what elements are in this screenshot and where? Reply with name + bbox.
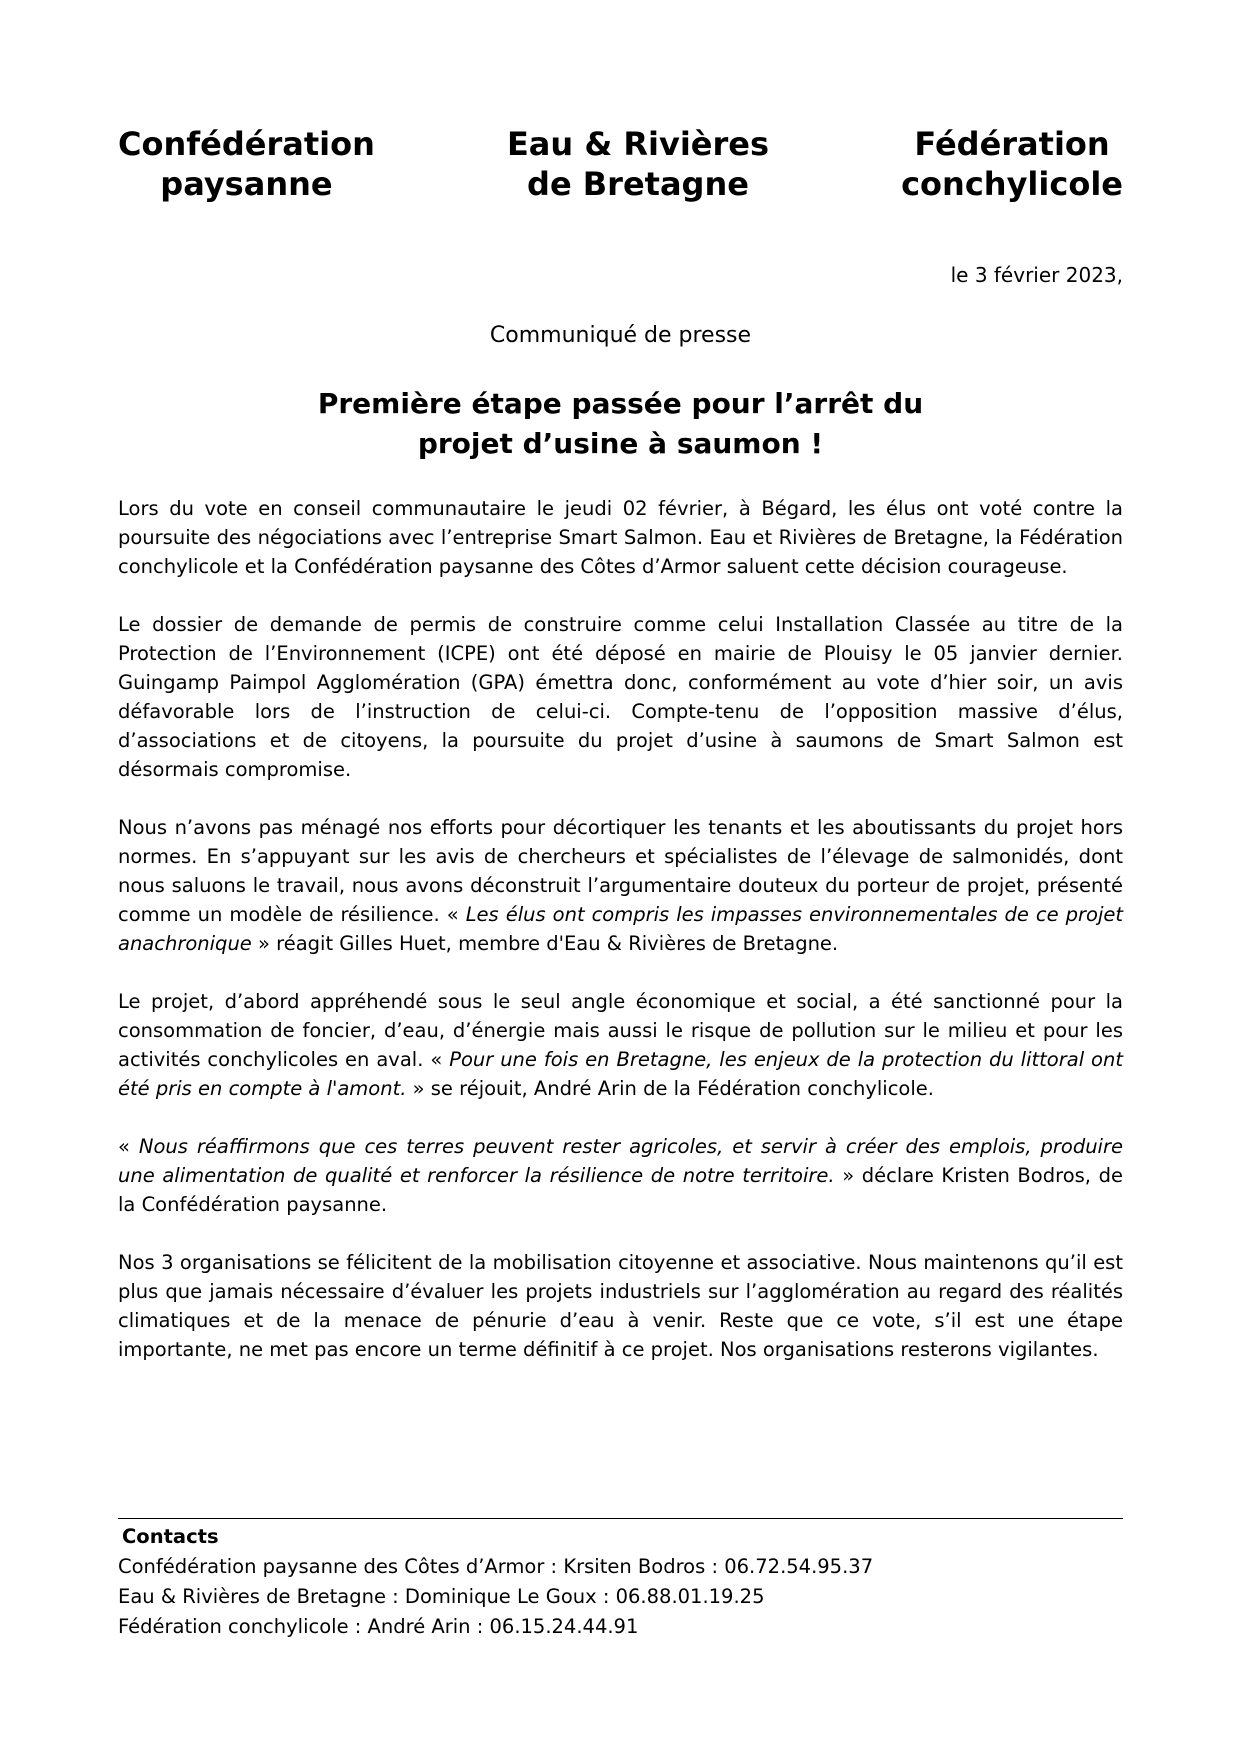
paragraph-text: « (118, 1135, 139, 1158)
org-confederation-paysanne (118, 124, 375, 204)
press-release-body (118, 494, 1123, 1364)
org-name-line2: paysanne (160, 165, 333, 203)
org-eau-rivieres (507, 124, 769, 204)
paragraph-1: Lors du vote en conseil communautaire le jeudi 02 février, à Bégard, les élus ont voté contre la poursuite des négociations avec l’entreprise Smart Salmon. Eau et Rivières de Bretagne, la Fédération conchylicole et la Confédération paysanne des Côtes d’Armor saluent cette décision courageuse. (118, 497, 1123, 578)
organizations-header (118, 124, 1123, 204)
paragraph-3 (118, 813, 1123, 958)
document-date: le 3 février 2023, (950, 263, 1123, 287)
org-name-line2: de Bretagne (527, 165, 749, 203)
quote-gilles-huet: Les élus ont compris les impasses environnementales de ce projet anachronique (118, 903, 1124, 955)
contact-line: Confédération paysanne des Côtes d’Armor : Krsiten Bodros : 06.72.54.95.37 (118, 1555, 874, 1578)
paragraph-2: Le dossier de demande de permis de construire comme celui Installation Classée au titre de la Protection de l’Environnement (ICPE) ont été déposé en mairie de Plouisy le 05 janvier dernier. Guingamp Paimpol Agglomération (GPA) émettra donc, conformément au vote d’hier soir, un avis défavorable lors de l’instruction de celui-ci. Compte-tenu de l’opposition massive d’élus, d’associations et de citoyens, la poursuite du projet d’usine à saumons de Smart Salmon est désormais compromise. (118, 613, 1123, 781)
paragraph-text: » se réjouit, André Arin de la Fédération conchylicole. (406, 1077, 934, 1100)
paragraph-text: Nous n’avons pas ménagé nos efforts pour décortiquer les tenants et les aboutissants du projet hors normes. En s’appuyant sur les avis de chercheurs et spécialistes de l’élevage de salmonidés, dont nous saluons le travail, nous avons déconstruit l’argumentaire douteux du porteur de projet, présenté comme un modèle de résilience. « (118, 816, 1123, 926)
org-name-line1: Fédération (914, 125, 1110, 163)
paragraph-4 (118, 987, 1123, 1103)
quote-kristen-bodros: Nous réaffirmons que ces terres peuvent rester agricoles, et servir à créer des emplois, produire une alimentation de qualité et renforcer la résilience de notre territoire. (118, 1135, 1123, 1187)
org-federation-conchylicole (901, 124, 1123, 204)
headline-line2: projet d’usine à saumon ! (417, 427, 824, 460)
org-name-line2: conchylicole (901, 165, 1123, 203)
paragraph-text: Le projet, d’abord appréhendé sous le seul angle économique et social, a été sanctionné pour la consommation de foncier, d’eau, d’énergie mais aussi le risque de pollution sur le milieu et pour les activités conchylicoles en aval. « (118, 990, 1123, 1071)
paragraph-6: Nos 3 organisations se félicitent de la mobilisation citoyenne et associative. Nous maintenons qu’il est plus que jamais nécessaire d’évaluer les projets industriels sur l’agglomération au regard des réalités climatiques et de la menace de pénurie d’eau à venir. Reste que ce vote, s’il est une étape importante, ne met pas encore un terme définitif à ce projet. Nos organisations resterons vigilantes. (118, 1251, 1123, 1361)
contact-line: Eau & Rivières de Bretagne : Dominique Le Goux : 06.88.01.19.25 (118, 1585, 765, 1608)
org-name-line1: Eau & Rivières (506, 125, 770, 163)
press-release-headline (0, 384, 1241, 464)
contacts-title: Contacts (122, 1525, 219, 1548)
paragraph-text: » réagit Gilles Huet, membre d'Eau & Rivières de Bretagne. (251, 932, 839, 955)
quote-andre-arin: Pour une fois en Bretagne, les enjeux de la protection du littoral ont été pris en compte à l'amont. (118, 1048, 1123, 1100)
paragraph-text: » déclare Kristen Bodros, de la Confédération paysanne. (118, 1164, 1123, 1216)
paragraph-5 (118, 1132, 1123, 1219)
contacts-section (118, 1522, 1123, 1642)
contacts-divider (118, 1518, 1123, 1519)
document-type: Communiqué de presse (489, 323, 752, 348)
headline-line1: Première étape passée pour l’arrêt du (317, 387, 924, 420)
contact-line: Fédération conchylicole : André Arin : 06.15.24.44.91 (118, 1615, 639, 1638)
org-name-line1: Confédération (118, 125, 375, 163)
